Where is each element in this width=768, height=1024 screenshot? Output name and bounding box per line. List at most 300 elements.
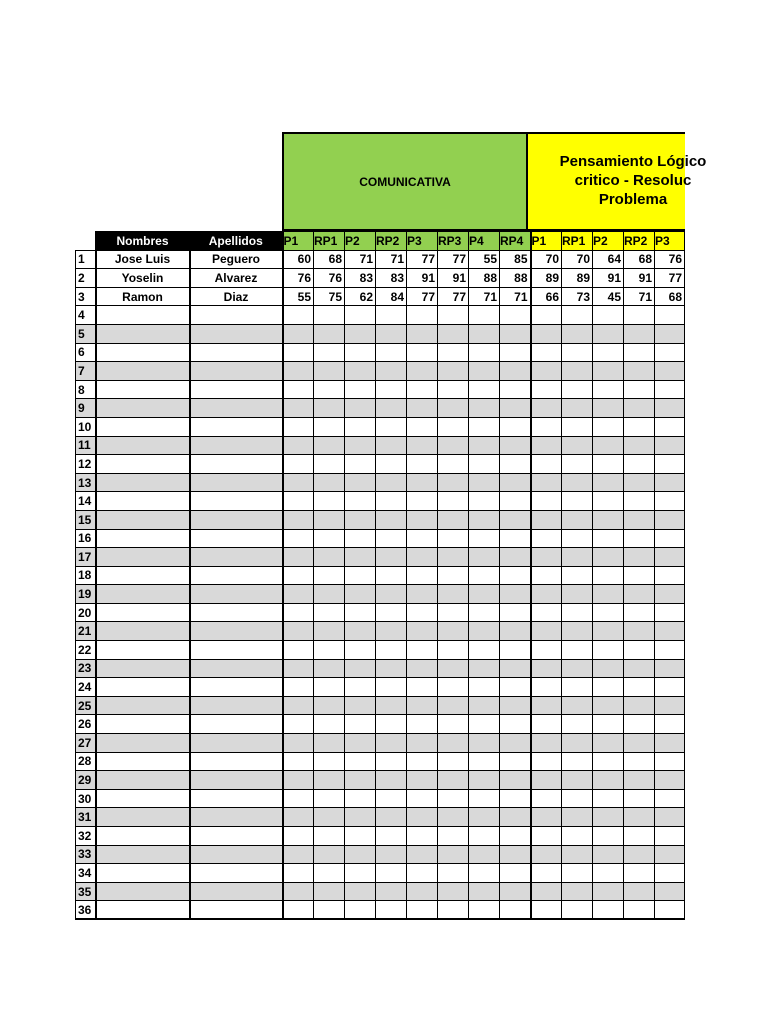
score-cell[interactable] <box>655 808 685 827</box>
score-cell[interactable] <box>655 380 685 399</box>
score-cell[interactable] <box>531 696 562 715</box>
score-cell[interactable] <box>500 901 531 920</box>
score-cell[interactable] <box>438 473 469 492</box>
score-cell[interactable] <box>314 362 345 381</box>
score-cell[interactable] <box>283 306 314 325</box>
score-cell[interactable]: 77 <box>407 250 438 269</box>
score-cell[interactable] <box>593 436 624 455</box>
score-cell[interactable] <box>283 417 314 436</box>
score-cell[interactable] <box>531 827 562 846</box>
score-cell[interactable] <box>562 603 593 622</box>
apellido-cell[interactable] <box>190 827 283 846</box>
score-cell[interactable] <box>314 455 345 474</box>
score-cell[interactable] <box>345 715 376 734</box>
score-cell[interactable] <box>624 696 655 715</box>
score-cell[interactable] <box>624 808 655 827</box>
apellido-cell[interactable] <box>190 696 283 715</box>
score-cell[interactable] <box>283 622 314 641</box>
score-cell[interactable] <box>469 715 500 734</box>
score-cell[interactable] <box>531 771 562 790</box>
score-cell[interactable] <box>593 864 624 883</box>
col-header-pen-p3[interactable]: P3 <box>655 232 685 251</box>
score-cell[interactable] <box>407 473 438 492</box>
score-cell[interactable] <box>593 529 624 548</box>
score-cell[interactable] <box>593 641 624 660</box>
score-cell[interactable] <box>283 678 314 697</box>
score-cell[interactable] <box>345 659 376 678</box>
score-cell[interactable] <box>376 436 407 455</box>
score-cell[interactable] <box>314 715 345 734</box>
nombre-cell[interactable] <box>96 399 190 418</box>
score-cell[interactable] <box>655 641 685 660</box>
score-cell[interactable]: 91 <box>438 269 469 288</box>
score-cell[interactable] <box>593 399 624 418</box>
score-cell[interactable] <box>376 752 407 771</box>
nombre-cell[interactable] <box>96 473 190 492</box>
col-header-pen-p2[interactable]: P2 <box>593 232 624 251</box>
score-cell[interactable] <box>624 715 655 734</box>
row-number-cell[interactable]: 23 <box>76 659 96 678</box>
score-cell[interactable] <box>314 529 345 548</box>
score-cell[interactable] <box>500 734 531 753</box>
score-cell[interactable] <box>531 603 562 622</box>
score-cell[interactable] <box>531 343 562 362</box>
score-cell[interactable] <box>469 417 500 436</box>
score-cell[interactable]: 68 <box>314 250 345 269</box>
score-cell[interactable] <box>283 324 314 343</box>
score-cell[interactable] <box>531 324 562 343</box>
score-cell[interactable] <box>593 473 624 492</box>
score-cell[interactable] <box>438 789 469 808</box>
score-cell[interactable]: 60 <box>283 250 314 269</box>
score-cell[interactable] <box>593 622 624 641</box>
score-cell[interactable] <box>593 752 624 771</box>
score-cell[interactable] <box>314 696 345 715</box>
score-cell[interactable] <box>655 417 685 436</box>
score-cell[interactable]: 71 <box>500 287 531 306</box>
apellido-cell[interactable] <box>190 734 283 753</box>
score-cell[interactable] <box>438 622 469 641</box>
score-cell[interactable] <box>376 585 407 604</box>
score-cell[interactable] <box>438 585 469 604</box>
row-number-cell[interactable]: 28 <box>76 752 96 771</box>
score-cell[interactable] <box>624 882 655 901</box>
col-header-pen-rp2[interactable]: RP2 <box>624 232 655 251</box>
score-cell[interactable] <box>500 696 531 715</box>
score-cell[interactable] <box>345 641 376 660</box>
score-cell[interactable] <box>624 380 655 399</box>
score-cell[interactable] <box>283 510 314 529</box>
score-cell[interactable] <box>562 864 593 883</box>
score-cell[interactable] <box>500 808 531 827</box>
nombre-cell[interactable]: Jose Luis <box>96 250 190 269</box>
score-cell[interactable] <box>624 603 655 622</box>
score-cell[interactable] <box>469 566 500 585</box>
row-number-cell[interactable]: 12 <box>76 455 96 474</box>
score-cell[interactable] <box>469 306 500 325</box>
score-cell[interactable] <box>283 659 314 678</box>
apellido-cell[interactable] <box>190 436 283 455</box>
score-cell[interactable] <box>438 845 469 864</box>
row-number-cell[interactable]: 3 <box>76 287 96 306</box>
score-cell[interactable] <box>655 473 685 492</box>
score-cell[interactable] <box>345 808 376 827</box>
score-cell[interactable] <box>624 362 655 381</box>
score-cell[interactable] <box>438 696 469 715</box>
score-cell[interactable] <box>376 845 407 864</box>
score-cell[interactable] <box>376 901 407 920</box>
score-cell[interactable] <box>438 752 469 771</box>
score-cell[interactable] <box>593 827 624 846</box>
apellido-cell[interactable] <box>190 380 283 399</box>
score-cell[interactable] <box>562 734 593 753</box>
nombre-cell[interactable] <box>96 771 190 790</box>
score-cell[interactable]: 89 <box>531 269 562 288</box>
row-number-cell[interactable]: 7 <box>76 362 96 381</box>
score-cell[interactable] <box>624 734 655 753</box>
score-cell[interactable] <box>314 324 345 343</box>
score-cell[interactable] <box>283 566 314 585</box>
score-cell[interactable] <box>376 566 407 585</box>
score-cell[interactable]: 66 <box>531 287 562 306</box>
score-cell[interactable] <box>407 882 438 901</box>
row-number-cell[interactable]: 35 <box>76 882 96 901</box>
score-cell[interactable] <box>469 362 500 381</box>
score-cell[interactable] <box>345 789 376 808</box>
score-cell[interactable] <box>438 864 469 883</box>
score-cell[interactable] <box>376 455 407 474</box>
score-cell[interactable] <box>283 808 314 827</box>
score-cell[interactable] <box>345 324 376 343</box>
row-number-cell[interactable]: 24 <box>76 678 96 697</box>
score-cell[interactable] <box>531 845 562 864</box>
score-cell[interactable] <box>345 492 376 511</box>
score-cell[interactable] <box>438 455 469 474</box>
score-cell[interactable]: 91 <box>593 269 624 288</box>
score-cell[interactable] <box>562 548 593 567</box>
score-cell[interactable] <box>655 324 685 343</box>
score-cell[interactable] <box>407 548 438 567</box>
nombre-cell[interactable] <box>96 734 190 753</box>
row-number-cell[interactable]: 17 <box>76 548 96 567</box>
apellido-cell[interactable] <box>190 882 283 901</box>
score-cell[interactable] <box>593 455 624 474</box>
score-cell[interactable] <box>283 473 314 492</box>
score-cell[interactable] <box>624 548 655 567</box>
score-cell[interactable] <box>376 473 407 492</box>
score-cell[interactable] <box>376 808 407 827</box>
score-cell[interactable] <box>438 771 469 790</box>
apellido-cell[interactable] <box>190 306 283 325</box>
score-cell[interactable] <box>562 417 593 436</box>
score-cell[interactable]: 76 <box>283 269 314 288</box>
score-cell[interactable] <box>562 827 593 846</box>
nombre-cell[interactable] <box>96 492 190 511</box>
score-cell[interactable] <box>624 678 655 697</box>
comunicativa-header[interactable] <box>282 132 528 231</box>
score-cell[interactable] <box>407 659 438 678</box>
score-cell[interactable] <box>314 845 345 864</box>
score-cell[interactable] <box>531 399 562 418</box>
score-cell[interactable] <box>624 789 655 808</box>
score-cell[interactable] <box>376 864 407 883</box>
col-header-com-p4[interactable]: P4 <box>469 232 500 251</box>
score-cell[interactable] <box>469 603 500 622</box>
col-header-com-rp1[interactable]: RP1 <box>314 232 345 251</box>
score-cell[interactable]: 88 <box>469 269 500 288</box>
apellido-cell[interactable] <box>190 585 283 604</box>
score-cell[interactable]: 77 <box>655 269 685 288</box>
score-cell[interactable] <box>531 641 562 660</box>
row-number-cell[interactable]: 5 <box>76 324 96 343</box>
score-cell[interactable] <box>500 548 531 567</box>
nombre-cell[interactable] <box>96 808 190 827</box>
score-cell[interactable] <box>655 362 685 381</box>
score-cell[interactable] <box>407 585 438 604</box>
score-cell[interactable] <box>345 734 376 753</box>
score-cell[interactable] <box>345 548 376 567</box>
score-cell[interactable] <box>655 827 685 846</box>
nombre-cell[interactable] <box>96 324 190 343</box>
score-cell[interactable] <box>438 362 469 381</box>
nombre-cell[interactable] <box>96 864 190 883</box>
nombre-cell[interactable] <box>96 380 190 399</box>
score-cell[interactable] <box>283 399 314 418</box>
score-cell[interactable] <box>469 678 500 697</box>
score-cell[interactable] <box>624 473 655 492</box>
score-cell[interactable]: 55 <box>469 250 500 269</box>
score-cell[interactable] <box>624 510 655 529</box>
row-number-cell[interactable]: 26 <box>76 715 96 734</box>
score-cell[interactable] <box>314 380 345 399</box>
score-cell[interactable] <box>438 380 469 399</box>
score-cell[interactable] <box>407 380 438 399</box>
score-cell[interactable] <box>562 455 593 474</box>
score-cell[interactable] <box>407 696 438 715</box>
apellido-cell[interactable] <box>190 417 283 436</box>
score-cell[interactable] <box>531 510 562 529</box>
score-cell[interactable] <box>376 380 407 399</box>
score-cell[interactable] <box>562 343 593 362</box>
score-cell[interactable] <box>562 715 593 734</box>
score-cell[interactable] <box>345 603 376 622</box>
apellido-cell[interactable]: Alvarez <box>190 269 283 288</box>
nombre-cell[interactable] <box>96 436 190 455</box>
score-cell[interactable] <box>531 882 562 901</box>
score-cell[interactable] <box>593 324 624 343</box>
score-cell[interactable] <box>438 659 469 678</box>
score-cell[interactable] <box>283 380 314 399</box>
apellido-cell[interactable] <box>190 622 283 641</box>
score-cell[interactable] <box>593 492 624 511</box>
score-cell[interactable]: 71 <box>345 250 376 269</box>
score-cell[interactable] <box>593 808 624 827</box>
score-cell[interactable] <box>314 510 345 529</box>
apellido-cell[interactable] <box>190 864 283 883</box>
score-cell[interactable] <box>531 585 562 604</box>
score-cell[interactable] <box>562 752 593 771</box>
score-cell[interactable] <box>407 566 438 585</box>
score-cell[interactable] <box>531 734 562 753</box>
nombre-cell[interactable] <box>96 603 190 622</box>
apellido-cell[interactable] <box>190 473 283 492</box>
score-cell[interactable] <box>345 436 376 455</box>
score-cell[interactable] <box>283 864 314 883</box>
score-cell[interactable] <box>407 771 438 790</box>
score-cell[interactable] <box>376 715 407 734</box>
score-cell[interactable] <box>593 362 624 381</box>
score-cell[interactable] <box>283 827 314 846</box>
score-cell[interactable] <box>314 622 345 641</box>
score-cell[interactable] <box>407 678 438 697</box>
score-cell[interactable] <box>407 622 438 641</box>
score-cell[interactable] <box>407 864 438 883</box>
score-cell[interactable] <box>500 566 531 585</box>
score-cell[interactable] <box>345 678 376 697</box>
score-cell[interactable] <box>562 473 593 492</box>
score-cell[interactable] <box>593 603 624 622</box>
score-cell[interactable] <box>314 548 345 567</box>
score-cell[interactable] <box>345 380 376 399</box>
apellido-cell[interactable] <box>190 808 283 827</box>
nombre-cell[interactable] <box>96 529 190 548</box>
score-cell[interactable] <box>531 789 562 808</box>
score-cell[interactable] <box>438 510 469 529</box>
score-cell[interactable] <box>500 380 531 399</box>
score-cell[interactable] <box>469 864 500 883</box>
score-cell[interactable] <box>624 659 655 678</box>
nombre-cell[interactable] <box>96 827 190 846</box>
apellido-cell[interactable] <box>190 362 283 381</box>
score-cell[interactable] <box>469 548 500 567</box>
score-cell[interactable]: 70 <box>562 250 593 269</box>
score-cell[interactable] <box>593 715 624 734</box>
score-cell[interactable] <box>562 436 593 455</box>
row-number-cell[interactable]: 14 <box>76 492 96 511</box>
score-cell[interactable] <box>562 882 593 901</box>
score-cell[interactable] <box>500 827 531 846</box>
nombre-cell[interactable] <box>96 417 190 436</box>
score-cell[interactable] <box>345 882 376 901</box>
score-cell[interactable] <box>562 659 593 678</box>
score-cell[interactable] <box>376 306 407 325</box>
score-cell[interactable] <box>438 734 469 753</box>
score-cell[interactable]: 71 <box>469 287 500 306</box>
score-cell[interactable] <box>531 455 562 474</box>
score-cell[interactable] <box>283 715 314 734</box>
row-number-cell[interactable]: 11 <box>76 436 96 455</box>
score-cell[interactable] <box>438 436 469 455</box>
score-cell[interactable]: 68 <box>624 250 655 269</box>
score-cell[interactable] <box>531 678 562 697</box>
score-cell[interactable]: 62 <box>345 287 376 306</box>
score-cell[interactable] <box>469 399 500 418</box>
score-cell[interactable] <box>376 641 407 660</box>
col-header-com-rp2[interactable]: RP2 <box>376 232 407 251</box>
score-cell[interactable] <box>531 473 562 492</box>
score-cell[interactable] <box>469 324 500 343</box>
row-number-cell[interactable]: 6 <box>76 343 96 362</box>
score-cell[interactable]: 45 <box>593 287 624 306</box>
nombre-cell[interactable]: Yoselin <box>96 269 190 288</box>
score-cell[interactable] <box>407 324 438 343</box>
score-cell[interactable] <box>469 455 500 474</box>
score-cell[interactable] <box>593 678 624 697</box>
score-cell[interactable] <box>438 882 469 901</box>
score-cell[interactable] <box>314 566 345 585</box>
score-cell[interactable] <box>376 734 407 753</box>
score-cell[interactable] <box>407 715 438 734</box>
score-cell[interactable] <box>624 845 655 864</box>
score-cell[interactable] <box>314 641 345 660</box>
score-cell[interactable] <box>655 455 685 474</box>
score-cell[interactable] <box>345 362 376 381</box>
score-cell[interactable] <box>500 585 531 604</box>
score-cell[interactable] <box>500 399 531 418</box>
score-cell[interactable] <box>531 380 562 399</box>
score-cell[interactable] <box>438 529 469 548</box>
score-cell[interactable] <box>438 808 469 827</box>
nombre-cell[interactable] <box>96 622 190 641</box>
score-cell[interactable] <box>314 678 345 697</box>
score-cell[interactable] <box>438 566 469 585</box>
score-cell[interactable] <box>500 492 531 511</box>
nombre-cell[interactable] <box>96 882 190 901</box>
apellido-cell[interactable] <box>190 845 283 864</box>
apellido-cell[interactable] <box>190 529 283 548</box>
score-cell[interactable] <box>314 603 345 622</box>
score-cell[interactable] <box>376 324 407 343</box>
score-cell[interactable] <box>407 306 438 325</box>
score-cell[interactable] <box>283 362 314 381</box>
score-cell[interactable] <box>500 417 531 436</box>
apellido-cell[interactable] <box>190 678 283 697</box>
score-cell[interactable] <box>469 641 500 660</box>
score-cell[interactable] <box>469 622 500 641</box>
score-cell[interactable] <box>500 659 531 678</box>
score-cell[interactable] <box>345 696 376 715</box>
score-cell[interactable] <box>407 436 438 455</box>
score-cell[interactable] <box>655 622 685 641</box>
score-cell[interactable] <box>593 566 624 585</box>
score-cell[interactable] <box>407 492 438 511</box>
score-cell[interactable]: 71 <box>376 250 407 269</box>
score-cell[interactable] <box>624 864 655 883</box>
score-cell[interactable] <box>562 380 593 399</box>
row-number-cell[interactable]: 18 <box>76 566 96 585</box>
score-cell[interactable] <box>438 548 469 567</box>
nombre-cell[interactable] <box>96 678 190 697</box>
score-cell[interactable] <box>500 436 531 455</box>
score-cell[interactable] <box>407 417 438 436</box>
score-cell[interactable]: 55 <box>283 287 314 306</box>
score-cell[interactable] <box>283 752 314 771</box>
score-cell[interactable] <box>624 641 655 660</box>
score-cell[interactable]: 75 <box>314 287 345 306</box>
score-cell[interactable] <box>438 603 469 622</box>
score-cell[interactable] <box>500 845 531 864</box>
apellido-cell[interactable] <box>190 901 283 920</box>
score-cell[interactable] <box>283 603 314 622</box>
score-cell[interactable] <box>655 678 685 697</box>
row-number-cell[interactable]: 13 <box>76 473 96 492</box>
row-number-cell[interactable]: 32 <box>76 827 96 846</box>
score-cell[interactable]: 73 <box>562 287 593 306</box>
score-cell[interactable] <box>624 399 655 418</box>
score-cell[interactable] <box>376 678 407 697</box>
score-cell[interactable] <box>655 548 685 567</box>
score-cell[interactable] <box>407 734 438 753</box>
